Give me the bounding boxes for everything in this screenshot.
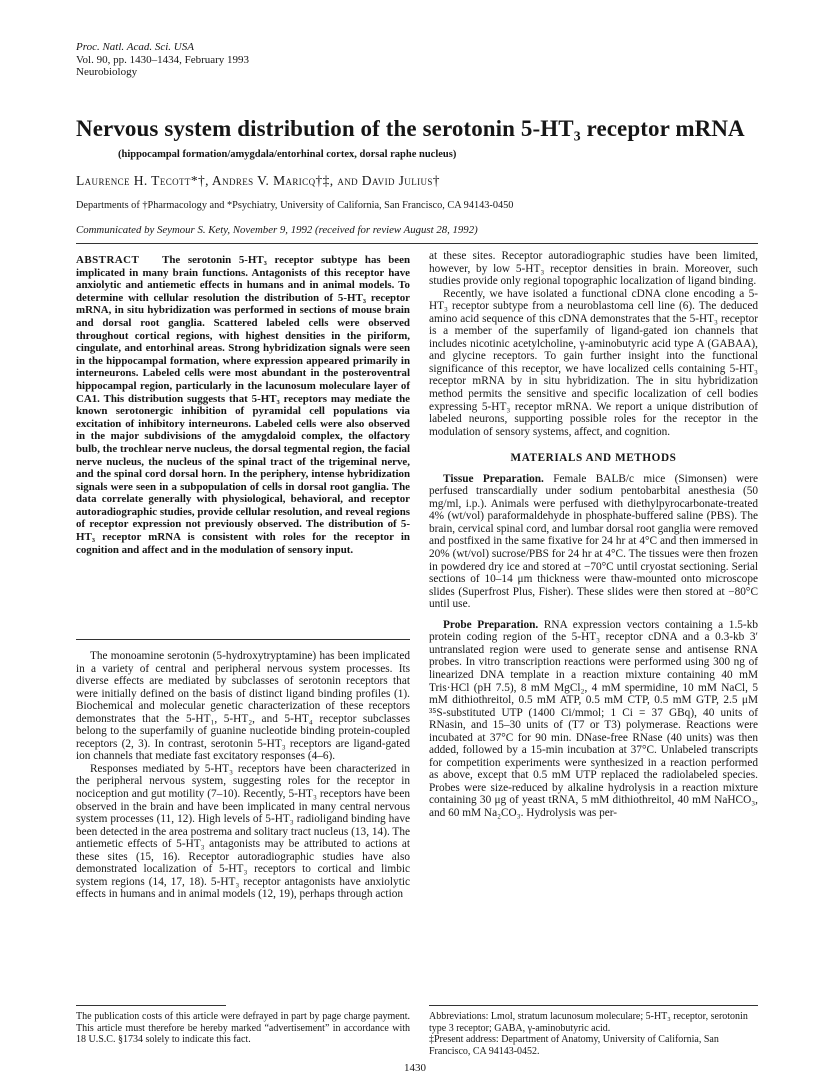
run-in-heading: Tissue Preparation.: [443, 472, 544, 485]
paragraph: at these sites. Receptor autoradiographic studies have been limited, however, by low 5-HT₃ receptor densities in brain. Moreover, such studies provide only regional topographic localization of ligand binding.: [429, 250, 758, 288]
journal-name: Proc. Natl. Acad. Sci. USA: [76, 41, 194, 53]
paragraph: Recently, we have isolated a functional cDNA clone encoding a 5-HT₃ receptor subtype from a neuroblastoma cell line (6). The deduced amino acid sequence of this cDNA demonstrates that the 5-HT₃ receptor is a member of the superfamily of ligand-gated ion channels that includes nicotinic acetylcholine, γ-aminobutyric acid type A (GABAA), and glycine receptors. To gain further insight into the functional significance of this receptor, we have localized cells containing 5-HT₃ receptor mRNA by in situ hybridization. The in situ hybridization method permits the sensitive and specific localization of cell bodies expressing 5-HT₃ receptor mRNA. We report a unique distribution of labeled neurons, supporting possible roles for the receptor in the modulation of sensory systems, affect, and cognition.: [429, 287, 758, 438]
run-in-heading: Probe Preparation.: [443, 618, 539, 631]
journal-section: Neurobiology: [76, 66, 138, 78]
paragraph: Responses mediated by 5-HT₃ receptors have been characterized in the peripheral nervous system, suggesting roles for the receptor in nociception and gut motility (7–10). Recently, 5-HT₃ receptors have been observed in the brain and have been implicated in many central nervous system processes (11, 12). High levels of 5-HT₃ radioligand binding have been detected in the area postrema and solitary tract nucleus (13, 14). The antiemetic effects of 5-HT₃ antagonists may be attributed to actions at these sites (15, 16). Receptor autoradiographic studies have also demonstrated localization of 5-HT₃ receptors to cortical and limbic system regions (14, 17, 18). 5-HT₃ receptor antagonists have anxiolytic effects in humans and in animal models (12, 19), perhaps through action: [76, 762, 410, 901]
tissue-preparation-paragraph: [429, 473, 758, 611]
section-heading: MATERIALS AND METHODS: [510, 452, 677, 465]
page-number: 1430: [404, 1062, 426, 1074]
abstract-label: ABSTRACT: [76, 254, 140, 266]
abstract-rule: [76, 639, 410, 640]
header-rule: [76, 243, 758, 244]
footnotes-right: [429, 1011, 758, 1057]
article-title: Nervous system distribution of the serotonin 5-HT₃ receptor mRNA: [76, 116, 745, 141]
journal-header: [76, 41, 249, 79]
communicated-by: Communicated by Seymour S. Kety, November 9, 1992 (received for review August 28, 1992): [76, 224, 478, 236]
probe-preparation-paragraph: [429, 619, 758, 820]
authors: Laurence H. Tecott*†, Andres V. Maricq†‡, and David Julius†: [76, 173, 440, 188]
paragraph-text: RNA expression vectors containing a 1.5-kb protein coding region of the 5-HT₃ receptor cDNA and a 0.3-kb 3′ untranslated region were used to generate sense and antisense RNA probes. In vitro transcription reactions were performed using 300 ng of linearized DNA template in a reaction mixture containing 40 mM Tris·HCl (pH 7.5), 8 mM MgCl₂, 4 mM spermidine, 10 mM NaCl, 5 mM dithiothreitol, 0.5 mM ATP, 0.5 mM CTP, 0.5 mM GTP, 2.5 μM ³⁵S-substituted UTP (1400 Ci/mmol; 1 Ci = 37 GBq), 40 units of RNasin, and 15–30 units of (T7 or T3) polymerase. Reactions were incubated at 37°C for 90 min. DNase-free RNase (40 units) was then added, followed by a 15-min incubation at 37°C. Unlabeled transcripts for competition experiments were synthesized in a reaction performed as above, except that 0.5 mM UTP replaced the radiolabeled species. Probes were size-reduced by alkaline hydrolysis in a reaction mixture containing 30 μg of yeast tRNA, 5 mM dithiothreitol, 40 mM NaHCO₃, and 60 mM Na₂CO₃. Hydrolysis was per-: [429, 618, 758, 819]
footnote-rule: [429, 1005, 758, 1006]
abbreviations-footnote: Abbreviations: Lmol, stratum lacunosum moleculare; 5-HT₃ receptor, serotonin type 3 receptor; GABA, γ-aminobutyric acid.: [429, 1011, 748, 1034]
abstract-text: The serotonin 5-HT₃ receptor subtype has been implicated in many brain functions. Antagonists of this receptor have anxiolytic and antiemetic effects in humans and in animal models. To determine with cellular resolution the distribution of 5-HT₃ receptor mRNA, in situ hybridization was performed in sections of mouse brain and dorsal root ganglia. Scattered labeled cells were observed throughout cortical regions, with highest densities in the piriform, cingulate, and entorhinal areas. Strong hybridization signals were seen in the hippocampal formation, where expression appeared primarily in interneurons. Labeled cells were most abundant in the posteroventral hippocampal region, particularly in the lacunosum moleculare layer of CA1. This distribution suggests that 5-HT₃ receptors may mediate the known serotonergic inhibition of pyramidal cell populations via excitation of inhibitory interneurons. Labeled cells were also observed in the major subdivisions of the amygdaloid complex, the olfactory bulb, the trochlear nerve nucleus, the dorsal tegmental region, the facial nerve nucleus, the nucleus of the spinal tract of the trigeminal nerve, and the spinal cord dorsal horn. In the periphery, intense hybridization signals were seen in a subpopulation of cells in dorsal root ganglia. The data correlate generally with physiological, behavioral, and receptor autoradiographic studies, provide cellular resolution, and reveal regions of receptor expression not previously observed. The distribution of 5-HT₃ receptor mRNA is consistent with roles for the receptor in cognition and affect and in the modulation of sensory input.: [76, 254, 411, 556]
intro-left-column: [76, 650, 410, 901]
right-column: [429, 250, 758, 820]
journal-volume: Vol. 90, pp. 1430–1434, February 1993: [76, 53, 250, 66]
publication-cost-footnote: The publication costs of this article were defrayed in part by page charge payment. This article must therefore be hereby marked “advertisement” in accordance with 18 U.S.C. §1734 solely to indicate this fact.: [76, 1011, 410, 1045]
affiliation: Departments of †Pharmacology and *Psychiatry, University of California, San Francisco, CA 94143-0450: [76, 200, 514, 211]
abstract: [76, 254, 410, 556]
paragraph: The monoamine serotonin (5-hydroxytryptamine) has been implicated in a variety of central and peripheral nervous system processes. Its diverse effects are mediated by subclasses of serotonin receptors that were initially defined on the basis of distinct ligand binding profiles (1). Biochemical and molecular genetic characterization of these receptors demonstrates that the 5-HT₁, 5-HT₂, and 5-HT₄ receptor subclasses belong to the superfamily of guanine nucleotide binding protein-coupled receptors (2, 3). In contrast, serotonin 5-HT₃ receptors are ligand-gated ion channels that mediate fast excitatory responses (4–6).: [76, 650, 410, 763]
present-address-footnote: ‡Present address: Department of Anatomy, University of California, San Francisco, CA 94143-0452.: [429, 1034, 719, 1057]
paragraph-text: Female BALB/c mice (Simonsen) were perfused transcardially under sodium pentobarbital anesthesia (50 mg/ml, i.p.). Animals were perfused with diethylpyrocarbonate-treated 4% (wt/vol) paraformaldehyde in phosphate-buffered saline (PBS). The brain, cervical spinal cord, and lumbar dorsal root ganglia were removed and postfixed in the same fixative for 24 hr at 4°C and then immersed in 20% (wt/vol) sucrose/PBS for 24 hr at 4°C. The tissues were then frozen in powdered dry ice and stored at −70°C until cryostat sectioning. Serial sections of 10–14 μm thickness were thaw-mounted onto microscope slides (Superfrost Plus, Fisher). These slides were then stored at −80°C until use.: [429, 472, 758, 611]
keywords: (hippocampal formation/amygdala/entorhinal cortex, dorsal raphe nucleus): [118, 149, 457, 160]
footnote-rule: [76, 1005, 226, 1006]
